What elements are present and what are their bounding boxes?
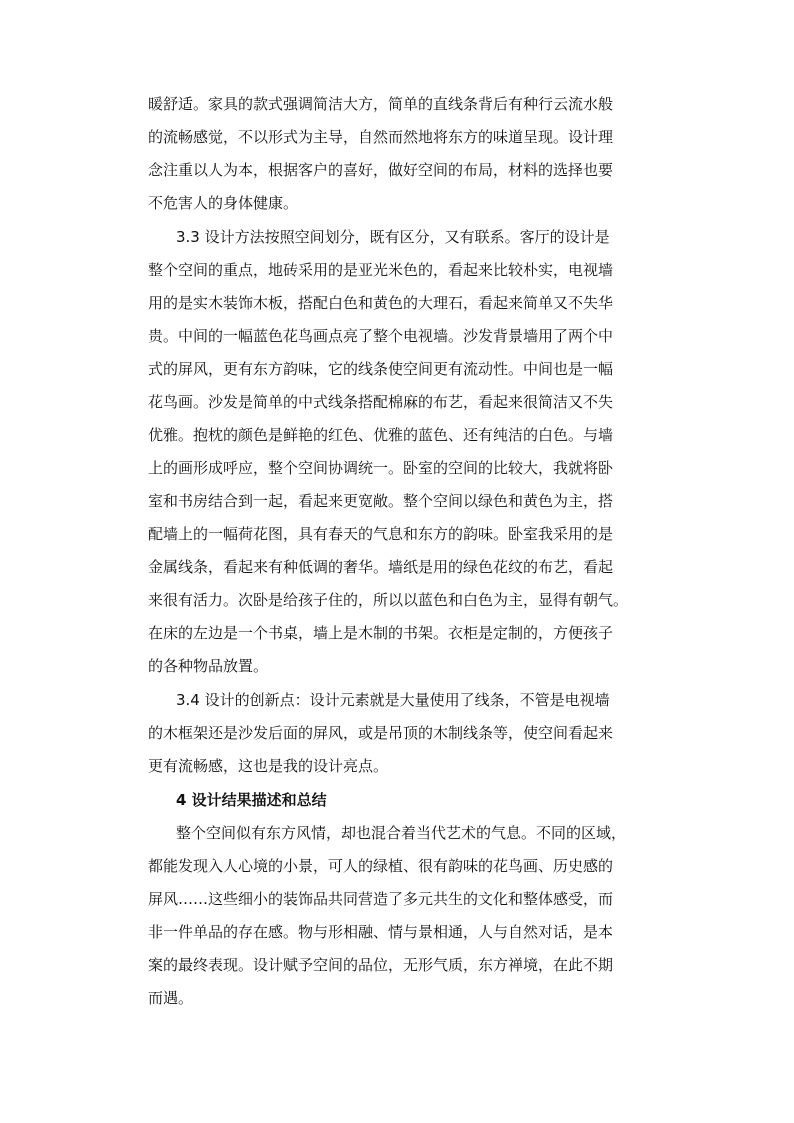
- text-line: 整个空间的重点，地砖采用的是亚光米色的，看起来比较朴实，电视墙: [148, 261, 614, 279]
- text-line: 更有流畅感，这也是我的设计亮点。: [148, 757, 389, 775]
- text-line: 的木框架还是沙发后面的屏风，或是吊顶的木制线条等，使空间看起来: [148, 724, 614, 742]
- text-line: 3.4 设计的创新点：设计元素就是大量使用了线条，不管是电视墙: [176, 691, 610, 709]
- text-line: 花鸟画。沙发是简单的中式线条搭配棉麻的布艺，看起来很简洁又不失: [148, 393, 614, 411]
- text-line: 屏风……这些细小的装饰品共同营造了多元共生的文化和整体感受，而: [148, 890, 614, 908]
- text-line: 上的画形成呼应，整个空间协调统一。卧室的空间的比较大，我就将卧: [148, 459, 614, 477]
- text-line: 都能发现入人心境的小景，可人的绿植、很有韵味的花鸟画、历史感的: [148, 857, 614, 875]
- text-line: 贵。中间的一幅蓝色花鸟画点亮了整个电视墙。沙发背景墙用了两个中: [148, 327, 614, 345]
- text-line: 来很有活力。次卧是给孩子住的，所以以蓝色和白色为主，显得有朝气。: [148, 591, 629, 609]
- text-line: 金属线条，看起来有种低调的奢华。墙纸是用的绿色花纹的布艺，看起: [148, 558, 614, 576]
- text-line: 室和书房结合到一起，看起来更宽敞。整个空间以绿色和黄色为主，搭: [148, 492, 614, 510]
- text-line: 的流畅感觉，不以形式为主导，自然而然地将东方的味道呈现。设计理: [148, 128, 614, 146]
- text-line: 式的屏风，更有东方韵味，它的线条使空间更有流动性。中间也是一幅: [148, 360, 614, 378]
- text-line: 不危害人的身体健康。: [148, 194, 299, 212]
- text-line: 用的是实木装饰木板，搭配白色和黄色的大理石，看起来简单又不失华: [148, 294, 614, 312]
- text-line: 在床的左边是一个书桌，墙上是木制的书架。衣柜是定制的，方便孩子: [148, 624, 614, 642]
- text-line: 案的最终表现。设计赋予空间的品位，无形气质，东方禅境，在此不期: [148, 956, 614, 974]
- text-line: 非一件单品的存在感。物与形相融、情与景相通，人与自然对话，是本: [148, 923, 614, 941]
- text-line: 3.3 设计方法按照空间划分，既有区分，又有联系。客厅的设计是: [176, 228, 610, 246]
- text-line: 整个空间似有东方风情，却也混合着当代艺术的气息。不同的区域，: [176, 824, 627, 842]
- text-line: 暖舒适。家具的款式强调简洁大方，简单的直线条背后有种行云流水般: [148, 95, 614, 113]
- text-line: 优雅。抱枕的颜色是鲜艳的红色、优雅的蓝色、还有纯洁的白色。与墙: [148, 426, 614, 444]
- text-line: 而遇。: [148, 989, 194, 1007]
- text-line: 念注重以人为本，根据客户的喜好，做好空间的布局，材料的选择也要: [148, 161, 614, 179]
- section-heading: 4 设计结果描述和总结: [176, 791, 327, 809]
- text-line: 配墙上的一幅荷花图，具有春天的气息和东方的韵味。卧室我采用的是: [148, 525, 614, 543]
- text-line: 的各种物品放置。: [148, 657, 269, 675]
